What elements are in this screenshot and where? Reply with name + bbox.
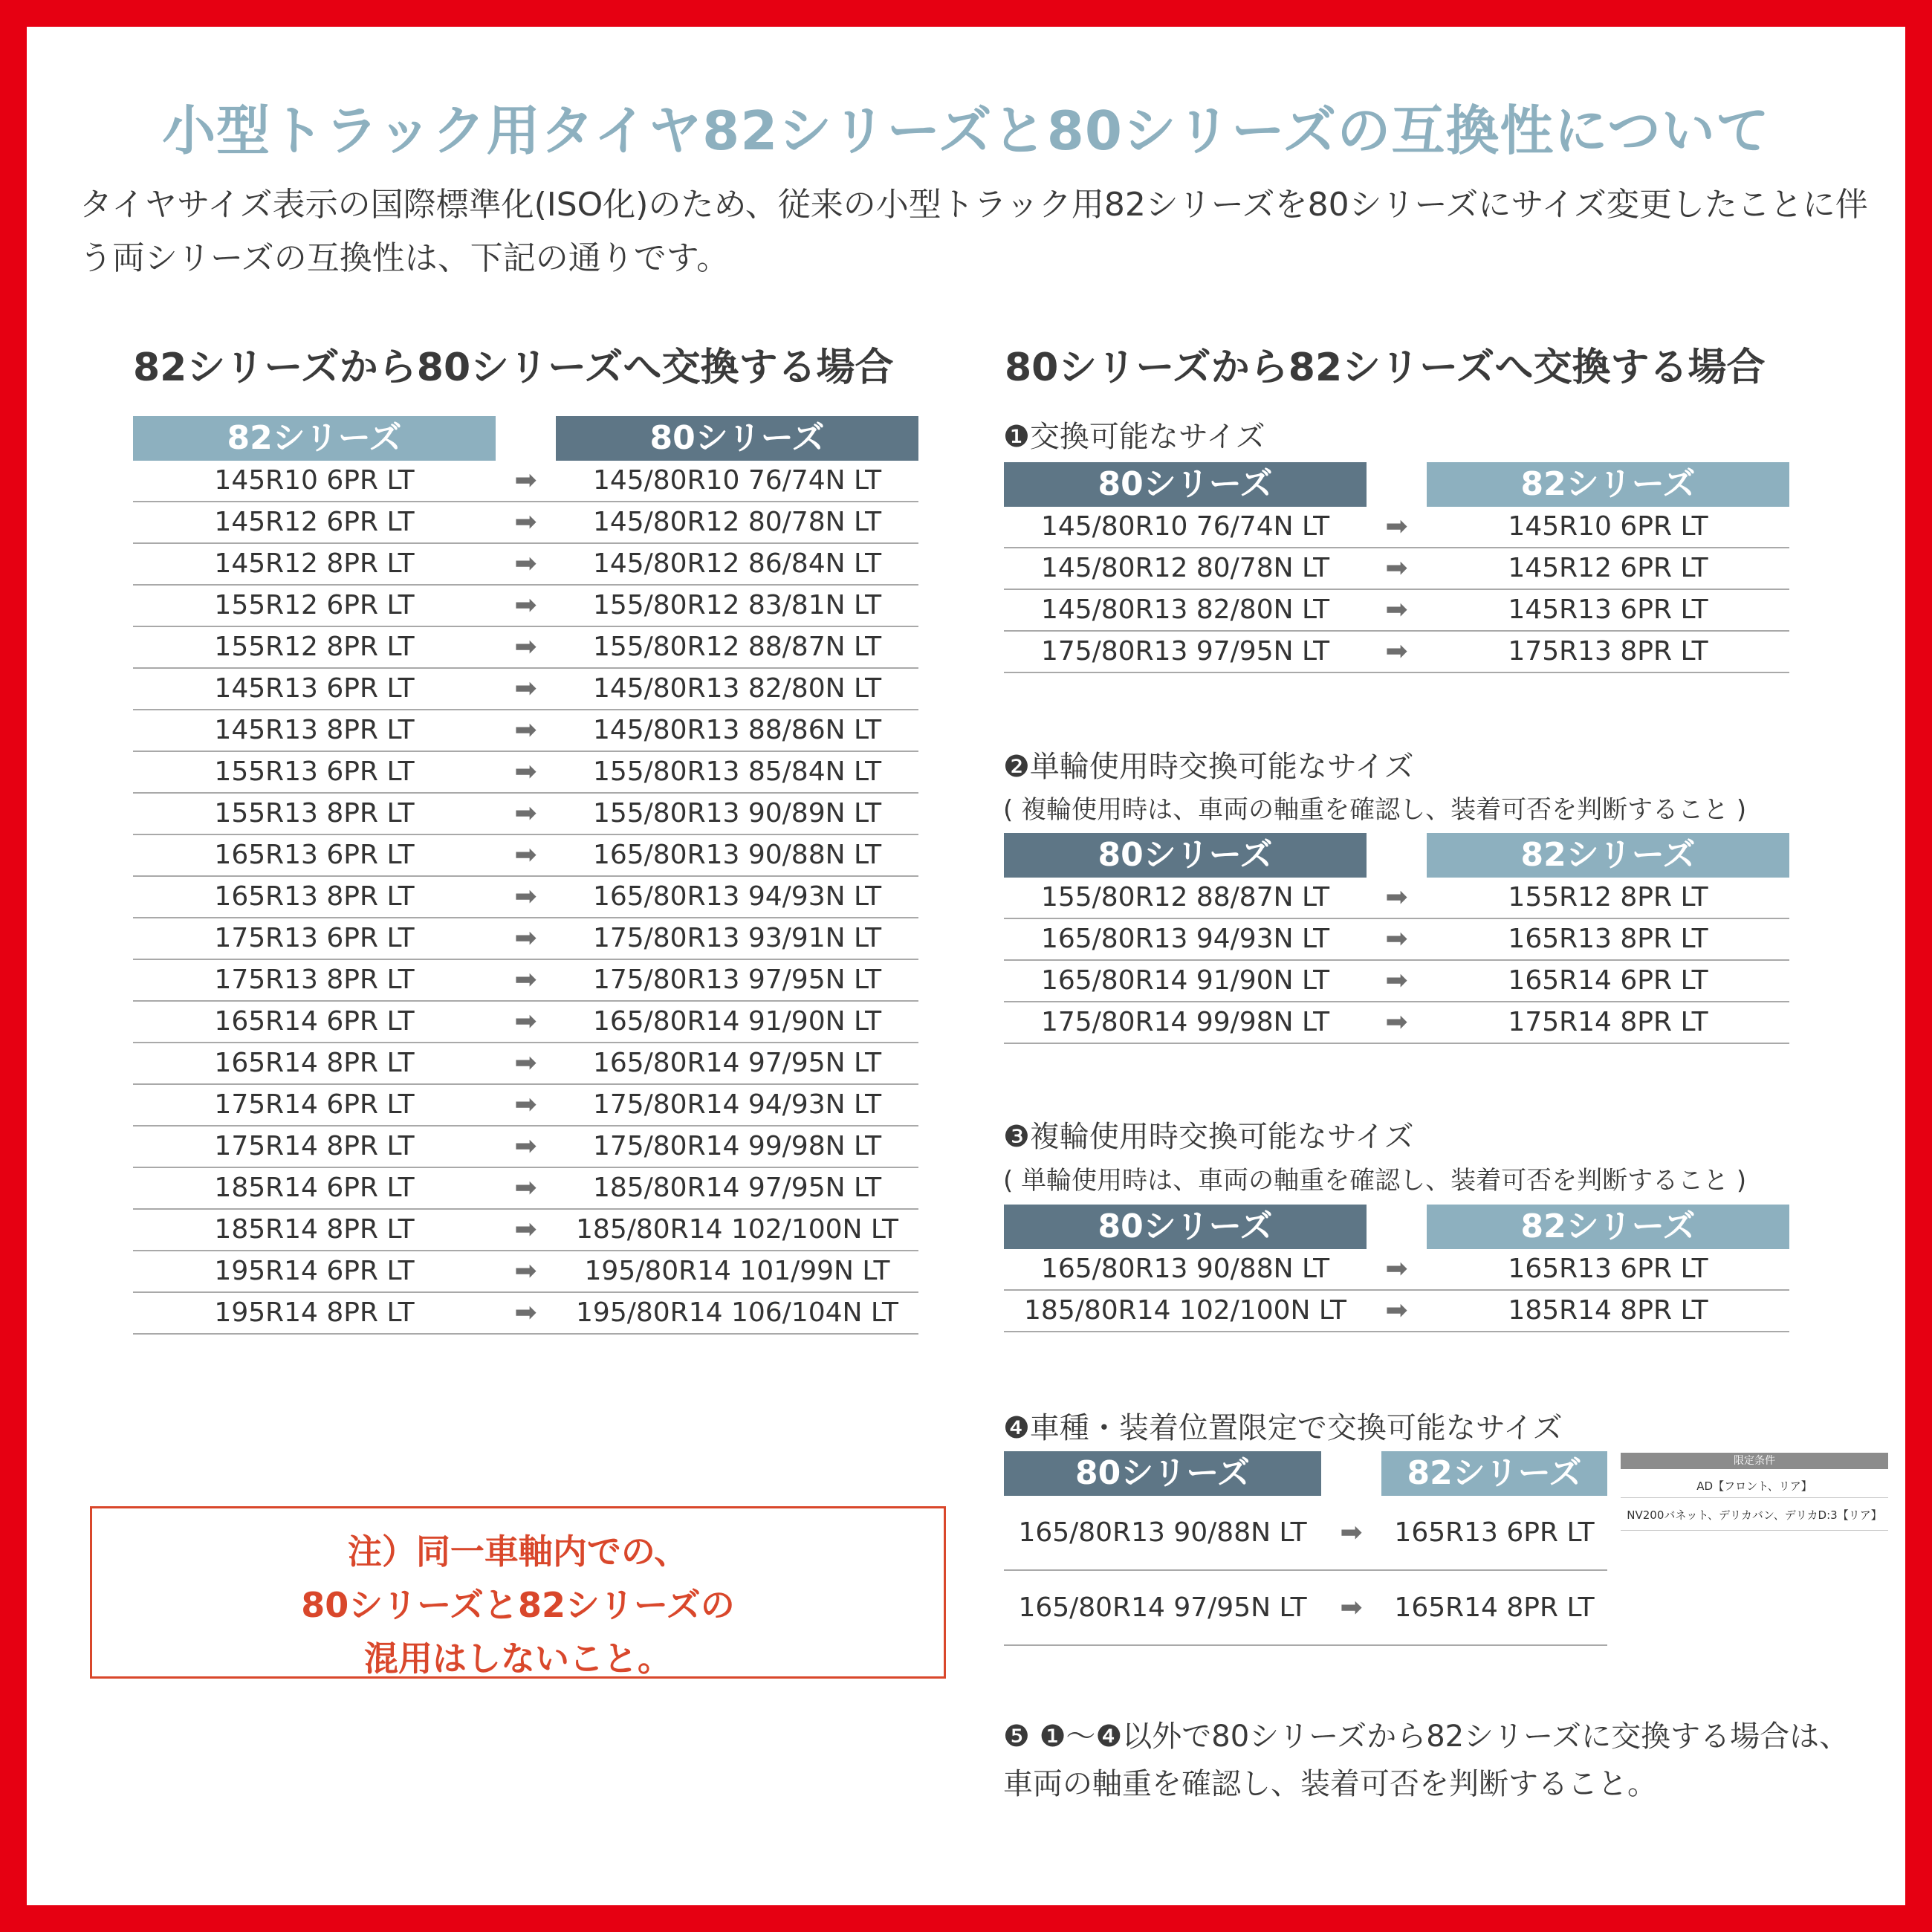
arrow-right-icon: ➡	[514, 590, 537, 620]
cell-from: 145/80R13 82/80N LT	[1040, 594, 1330, 625]
cell-from: 155/80R12 88/87N LT	[1040, 882, 1330, 912]
table-row	[1004, 919, 1789, 961]
header-from: 82シリーズ	[133, 416, 496, 461]
table-row	[133, 586, 918, 627]
arrow-right-icon: ➡	[1385, 965, 1408, 996]
arrow-right-icon: ➡	[514, 1214, 537, 1245]
cell-to: 165R13 6PR LT	[1508, 1254, 1708, 1284]
cell-to: 185/80R14 102/100N LT	[576, 1214, 898, 1245]
cell-from: 195R14 6PR LT	[214, 1256, 415, 1286]
cell-to: 195/80R14 106/104N LT	[576, 1297, 898, 1328]
table-row	[133, 877, 918, 918]
arrow-right-icon: ➡	[1385, 594, 1408, 625]
cell-from: 145R13 8PR LT	[214, 715, 415, 745]
arrow-right-icon: ➡	[514, 1297, 537, 1328]
header-to: 82シリーズ	[1427, 833, 1789, 878]
arrow-right-icon: ➡	[514, 548, 537, 579]
cell-to: 145R13 6PR LT	[1508, 594, 1708, 625]
cell-to: 155/80R13 85/84N LT	[592, 756, 882, 787]
cell-to: 175R14 8PR LT	[1508, 1007, 1708, 1037]
cell-to: 165/80R13 94/93N LT	[592, 881, 882, 912]
arrow-right-icon: ➡	[1340, 1517, 1363, 1548]
table-row	[133, 1251, 918, 1293]
page-title: 小型トラック用タイヤ82シリーズと80シリーズの互換性について	[162, 100, 1770, 162]
cell-from: 185R14 6PR LT	[214, 1173, 415, 1203]
arrow-right-icon: ➡	[514, 1089, 537, 1120]
cell-to: 185/80R14 97/95N LT	[592, 1173, 882, 1203]
cell-from: 165/80R13 90/88N LT	[1040, 1254, 1330, 1284]
arrow-right-icon: ➡	[1385, 511, 1408, 542]
cell-from: 175R14 6PR LT	[214, 1089, 415, 1120]
cell-from: 175R13 6PR LT	[214, 923, 415, 953]
cell-to: 175/80R14 99/98N LT	[592, 1131, 882, 1161]
table-row	[133, 710, 918, 752]
header-to: 82シリーズ	[1427, 462, 1789, 507]
cell-to: 155/80R12 83/81N LT	[592, 590, 882, 620]
cell-from: 165/80R14 97/95N LT	[1018, 1592, 1307, 1623]
cell-to: 165R13 6PR LT	[1394, 1517, 1595, 1548]
arrow-right-icon: ➡	[1385, 553, 1408, 583]
arrow-right-icon: ➡	[1385, 636, 1408, 667]
condition-line-1: AD【フロント、リア】	[1621, 1475, 1888, 1498]
table-row	[1004, 548, 1789, 590]
cell-to: 165R14 6PR LT	[1508, 965, 1708, 996]
table-row	[133, 1127, 918, 1168]
table-row	[133, 669, 918, 710]
arrow-right-icon: ➡	[1385, 882, 1408, 912]
cell-from: 165R14 6PR LT	[214, 1006, 415, 1037]
arrow-right-icon: ➡	[1385, 1007, 1408, 1037]
arrow-right-icon: ➡	[514, 465, 537, 496]
cell-to: 175/80R14 94/93N LT	[592, 1089, 882, 1120]
arrow-right-icon: ➡	[514, 965, 537, 995]
s1-title: ❶交換可能なサイズ	[1003, 420, 1265, 454]
header-from: 80シリーズ	[1004, 462, 1367, 507]
arrow-right-icon: ➡	[514, 715, 537, 745]
cell-from: 165R13 8PR LT	[214, 881, 415, 912]
note-line-2: 80シリーズと82シリーズの	[301, 1585, 735, 1625]
table-row	[133, 752, 918, 794]
arrow-right-icon: ➡	[1340, 1592, 1363, 1623]
cell-to: 145/80R12 80/78N LT	[592, 507, 882, 537]
table-row	[133, 960, 918, 1002]
arrow-right-icon: ➡	[1385, 924, 1408, 954]
s2-title: ❷単輪使用時交換可能なサイズ	[1003, 750, 1414, 784]
table-row	[1004, 878, 1789, 919]
arrow-right-icon: ➡	[514, 1256, 537, 1286]
intro-text: タイヤサイズ表示の国際標準化(ISO化)のため、従来の小型トラック用82シリーズを80シリーズにサイズ変更したことに伴う両シリーズの互換性は、下記の通りです。	[80, 186, 1868, 277]
condition-line-2: NV200バネット、デリカバン、デリカD:3【リア】	[1621, 1500, 1888, 1531]
arrow-right-icon: ➡	[514, 1173, 537, 1203]
note-box	[90, 1506, 946, 1679]
table-row	[1004, 1002, 1789, 1044]
table-row	[1004, 632, 1789, 673]
cell-from: 185/80R14 102/100N LT	[1024, 1295, 1346, 1326]
cell-to: 145R10 6PR LT	[1508, 511, 1708, 542]
s5-line-1: ❺ ❶〜❹以外で80シリーズから82シリーズに交換する場合は、	[1003, 1719, 1850, 1754]
cell-from: 175/80R13 97/95N LT	[1040, 636, 1330, 667]
arrow-right-icon: ➡	[1385, 1254, 1408, 1284]
table-row	[133, 544, 918, 586]
cell-to: 155/80R12 88/87N LT	[592, 632, 882, 662]
table-row	[133, 794, 918, 835]
table-row	[133, 1043, 918, 1085]
table-row	[133, 1002, 918, 1043]
cell-to: 195/80R14 101/99N LT	[584, 1256, 890, 1286]
cell-from: 165/80R14 91/90N LT	[1040, 965, 1330, 996]
arrow-right-icon: ➡	[514, 673, 537, 704]
header-to: 80シリーズ	[556, 416, 918, 461]
table-row	[133, 1085, 918, 1127]
cell-from: 145R12 6PR LT	[214, 507, 415, 537]
right-section-title: 80シリーズから82シリーズへ交換する場合	[1005, 346, 1766, 390]
cell-from: 155R13 8PR LT	[214, 798, 415, 829]
cell-from: 165/80R13 94/93N LT	[1040, 924, 1330, 954]
arrow-right-icon: ➡	[514, 1131, 537, 1161]
cell-from: 155R13 6PR LT	[214, 756, 415, 787]
arrow-right-icon: ➡	[514, 507, 537, 537]
cell-to: 165/80R13 90/88N LT	[592, 840, 882, 870]
cell-to: 165/80R14 91/90N LT	[592, 1006, 882, 1037]
arrow-right-icon: ➡	[514, 1006, 537, 1037]
table-row	[133, 461, 918, 502]
note-line-1: 注）同一車軸内での、	[347, 1531, 689, 1572]
cell-from: 155R12 6PR LT	[214, 590, 415, 620]
s4-title: ❹車種・装着位置限定で交換可能なサイズ	[1003, 1411, 1563, 1445]
cell-from: 145R10 6PR LT	[214, 465, 415, 496]
table-row	[133, 1293, 918, 1335]
condition-header: 限定条件	[1621, 1453, 1888, 1469]
header-to: 82シリーズ	[1427, 1205, 1789, 1249]
cell-from: 145/80R12 80/78N LT	[1040, 553, 1330, 583]
table-row	[133, 1168, 918, 1210]
table-row	[133, 502, 918, 544]
cell-from: 195R14 8PR LT	[214, 1297, 415, 1328]
cell-to: 155/80R13 90/89N LT	[592, 798, 882, 829]
table-row	[1004, 1291, 1789, 1332]
cell-to: 165R13 8PR LT	[1508, 924, 1708, 954]
arrow-right-icon: ➡	[514, 923, 537, 953]
table-row	[1004, 961, 1789, 1002]
cell-to: 165R14 8PR LT	[1394, 1592, 1595, 1623]
header-from: 80シリーズ	[1004, 1205, 1367, 1249]
arrow-right-icon: ➡	[514, 632, 537, 662]
table-row	[1004, 1249, 1789, 1291]
cell-to: 185R14 8PR LT	[1508, 1295, 1708, 1326]
cell-from: 175/80R14 99/98N LT	[1040, 1007, 1330, 1037]
header-to: 82シリーズ	[1381, 1451, 1607, 1496]
cell-from: 175R13 8PR LT	[214, 965, 415, 995]
cell-to: 165/80R14 97/95N LT	[592, 1048, 882, 1078]
header-from: 80シリーズ	[1004, 1451, 1321, 1496]
table-row	[1004, 1571, 1607, 1646]
cell-to: 145/80R13 82/80N LT	[592, 673, 882, 704]
s5-line-2: 車両の軸重を確認し、装着可否を判断すること。	[1003, 1767, 1657, 1801]
left-section-title: 82シリーズから80シリーズへ交換する場合	[133, 346, 894, 390]
table-row	[133, 918, 918, 960]
arrow-right-icon: ➡	[514, 1048, 537, 1078]
cell-from: 165R13 6PR LT	[214, 840, 415, 870]
cell-to: 155R12 8PR LT	[1508, 882, 1708, 912]
header-from: 80シリーズ	[1004, 833, 1367, 878]
cell-to: 145/80R13 88/86N LT	[592, 715, 882, 745]
cell-from: 155R12 8PR LT	[214, 632, 415, 662]
arrow-right-icon: ➡	[514, 881, 537, 912]
table-row	[1004, 507, 1789, 548]
cell-from: 145R13 6PR LT	[214, 673, 415, 704]
cell-from: 165R14 8PR LT	[214, 1048, 415, 1078]
arrow-right-icon: ➡	[1385, 1295, 1408, 1326]
s5-text	[1003, 1713, 1880, 1808]
table-row	[133, 627, 918, 669]
cell-from: 145/80R10 76/74N LT	[1040, 511, 1330, 542]
arrow-right-icon: ➡	[514, 798, 537, 829]
table-row	[1004, 1496, 1607, 1571]
arrow-right-icon: ➡	[514, 840, 537, 870]
arrow-right-icon: ➡	[514, 756, 537, 787]
cell-to: 175/80R13 97/95N LT	[592, 965, 882, 995]
cell-from: 175R14 8PR LT	[214, 1131, 415, 1161]
s3-title: ❸複輪使用時交換可能なサイズ	[1003, 1120, 1414, 1154]
cell-to: 145/80R12 86/84N LT	[592, 548, 882, 579]
cell-to: 175R13 8PR LT	[1508, 636, 1708, 667]
cell-from: 185R14 8PR LT	[214, 1214, 415, 1245]
s2-note: ( 複輪使用時は、車両の軸重を確認し、装着可否を判断すること )	[1003, 795, 1747, 825]
table-row	[1004, 590, 1789, 632]
cell-to: 145R12 6PR LT	[1508, 553, 1708, 583]
cell-to: 175/80R13 93/91N LT	[592, 923, 882, 953]
table-row	[133, 835, 918, 877]
note-line-3: 混用はしないこと。	[364, 1638, 672, 1679]
cell-from: 165/80R13 90/88N LT	[1018, 1517, 1307, 1548]
table-row	[133, 1210, 918, 1251]
s3-note: ( 単輪使用時は、車両の軸重を確認し、装着可否を判断すること )	[1003, 1166, 1747, 1196]
cell-to: 145/80R10 76/74N LT	[592, 465, 882, 496]
cell-from: 145R12 8PR LT	[214, 548, 415, 579]
